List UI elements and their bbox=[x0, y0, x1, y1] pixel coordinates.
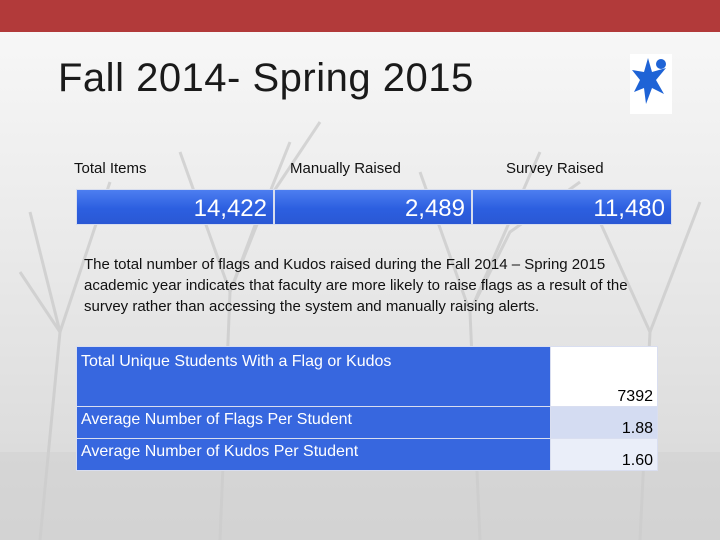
stat-survey-raised: 11,480 bbox=[472, 189, 672, 225]
metric-value: 7392 bbox=[551, 347, 658, 407]
header-manually-raised: Manually Raised bbox=[290, 160, 401, 177]
metrics-table bbox=[76, 346, 658, 471]
stat-total-items: 14,422 bbox=[76, 189, 274, 225]
metric-label: Total Unique Students With a Flag or Kudos bbox=[77, 347, 551, 407]
metric-value: 1.88 bbox=[551, 407, 658, 439]
table-row bbox=[77, 439, 658, 471]
header-total-items: Total Items bbox=[74, 160, 147, 177]
table-row bbox=[77, 407, 658, 439]
metric-value: 1.60 bbox=[551, 439, 658, 471]
metric-label: Average Number of Flags Per Student bbox=[77, 407, 551, 439]
header-survey-raised: Survey Raised bbox=[506, 160, 604, 177]
description-paragraph: The total number of flags and Kudos raised during the Fall 2014 – Spring 2015 academic year indicates that faculty are more likely to raise flags as a result of the survey rather than accessing the system and manually raising alerts. bbox=[84, 256, 628, 315]
metric-label: Average Number of Kudos Per Student bbox=[77, 439, 551, 471]
star-person-logo-icon bbox=[630, 54, 672, 114]
stats-row bbox=[76, 189, 672, 225]
top-accent-bar bbox=[0, 0, 720, 32]
table-row bbox=[77, 347, 658, 407]
stat-manually-raised: 2,489 bbox=[274, 189, 472, 225]
slide-title: Fall 2014- Spring 2015 bbox=[58, 56, 474, 100]
